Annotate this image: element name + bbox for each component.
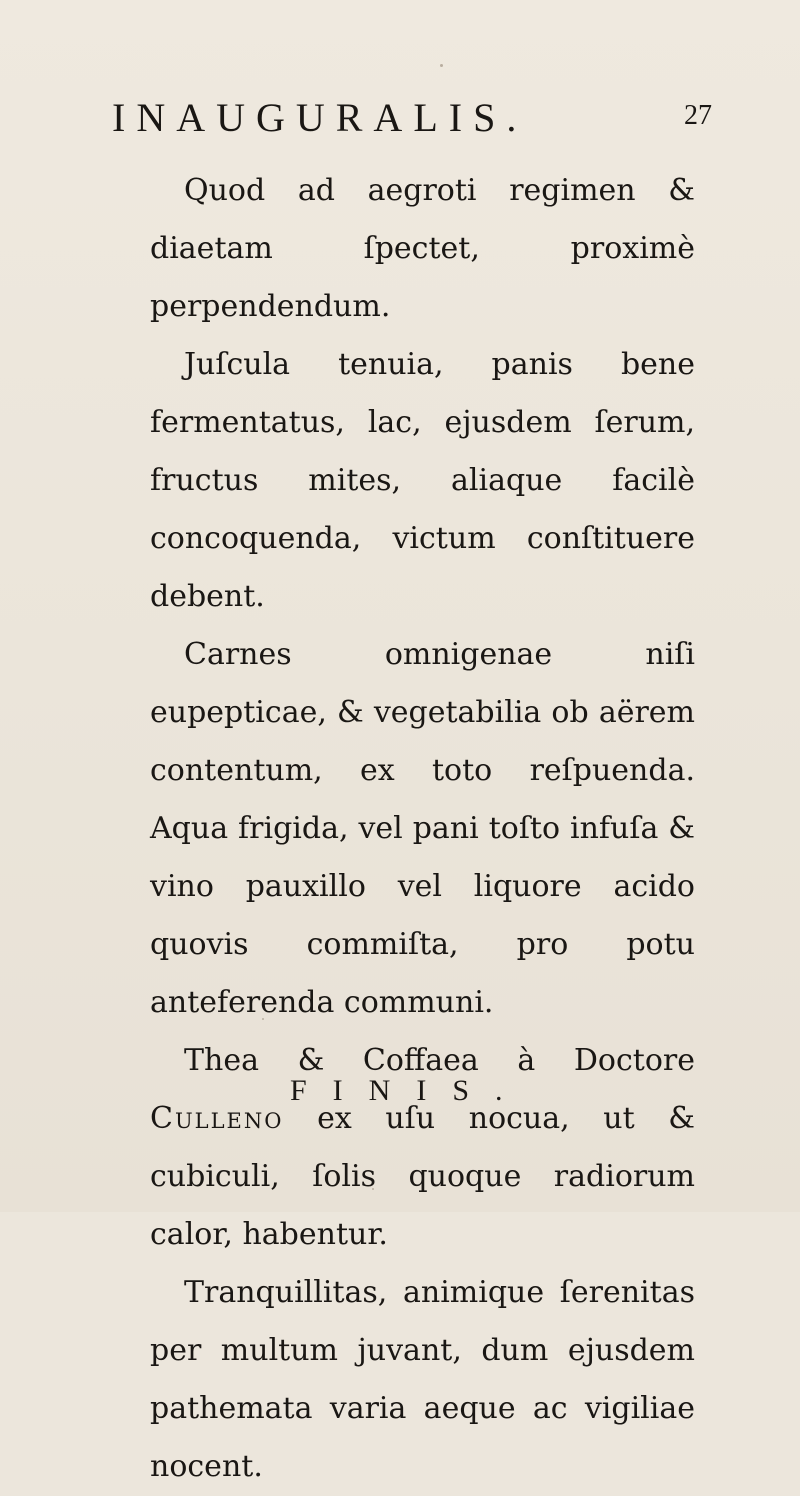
paragraph-meats-drinks: Carnes omnigenae niſi eupepticae, & vegetabilia ob aërem contentum, ex toto reſpuenda. Aqua frigida, vel pani toſto infuſa & vino pauxillo vel liquore acido quovis commiſta, pro potu anteferenda communi. — [150, 637, 695, 1020]
paper-speck — [440, 64, 443, 67]
paragraph-foods: Juſcula tenuia, panis bene fermentatus, lac, ejusdem ſerum, fructus mites, aliaque facilè concoquenda, victum conſtituere debent. — [150, 347, 695, 614]
tea-coffee-text: Thea & Coffaea à Doctore — [184, 1043, 695, 1078]
paragraph-tea-coffee — [150, 1032, 695, 1264]
finis-colophon: FINIS. — [290, 1074, 529, 1107]
tea-coffee-text-rest: ex uſu nocua, ut & cubiculi, ſolis quoque radiorum calor, habentur. — [150, 1101, 695, 1252]
page-number: 27 — [684, 100, 712, 131]
body-text — [150, 162, 695, 1496]
running-title: INAUGURALIS. — [112, 95, 528, 140]
page-header — [112, 94, 712, 144]
paragraph-diet-intro: Quod ad aegroti regimen & diaetam ſpectet, proximè perpendendum. — [150, 173, 695, 324]
author-name: Culleno — [150, 1101, 284, 1136]
paragraph-tranquillity: Tranquillitas, animique ſerenitas per multum juvant, dum ejusdem pathemata varia aeque ac vigiliae nocent. — [150, 1275, 695, 1484]
